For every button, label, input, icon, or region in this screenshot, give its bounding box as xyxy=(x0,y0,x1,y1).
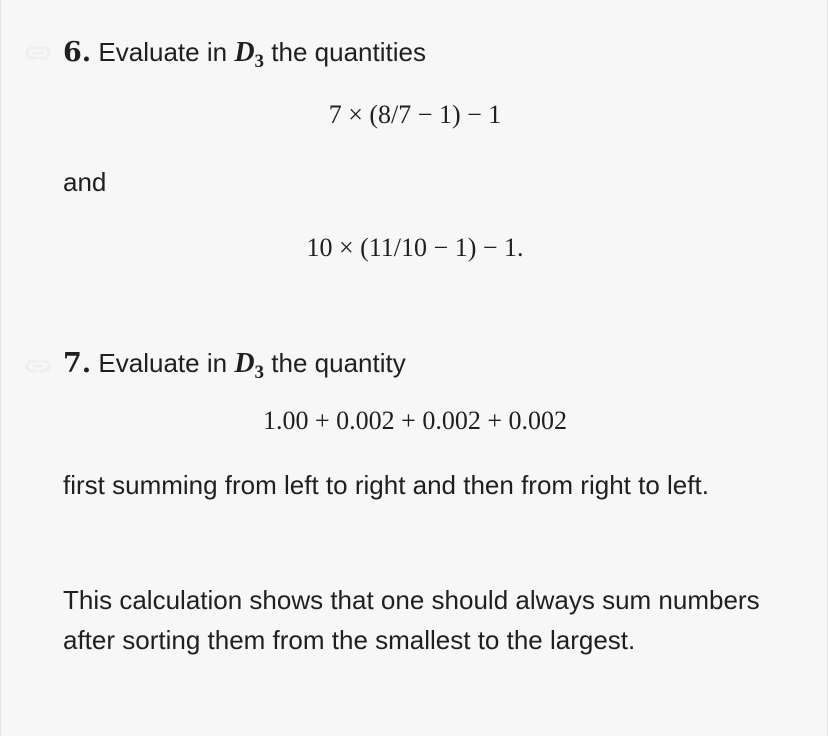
exercise-6-connector: and xyxy=(63,167,107,197)
exercise-7-heading xyxy=(63,343,406,387)
exercise-7-number: 7. xyxy=(63,348,92,379)
exercise-6-sub: 3 xyxy=(254,51,265,72)
exercise-7-lead: Evaluate in xyxy=(98,348,228,378)
exercise-6-var: D xyxy=(234,37,255,68)
exercise-6-number: 6. xyxy=(63,37,92,68)
exercise-7-paragraph-1: first summing from left to right and then from right to left. xyxy=(63,470,709,500)
exercise-6-expression-1: 7 × (8/7 − 1) − 1 xyxy=(328,100,502,129)
exercise-6-expression-2: 10 × (11/10 − 1) − 1. xyxy=(306,233,524,262)
link-icon[interactable] xyxy=(23,40,53,64)
exercise-6-lead: Evaluate in xyxy=(98,37,228,67)
exercise-7-sub: 3 xyxy=(254,362,265,383)
exercise-7-paragraph-2: This calculation shows that one should always sum numbers after sorting them from the smallest to the largest. xyxy=(63,585,760,655)
exercise-6-tail: the quantities xyxy=(271,37,426,67)
link-icon[interactable] xyxy=(23,353,53,377)
exercise-7-tail: the quantity xyxy=(271,348,406,378)
exercise-7-expression: 1.00 + 0.002 + 0.002 + 0.002 xyxy=(263,406,567,435)
exercise-6-heading xyxy=(63,32,426,76)
exercise-7-var: D xyxy=(234,348,255,379)
